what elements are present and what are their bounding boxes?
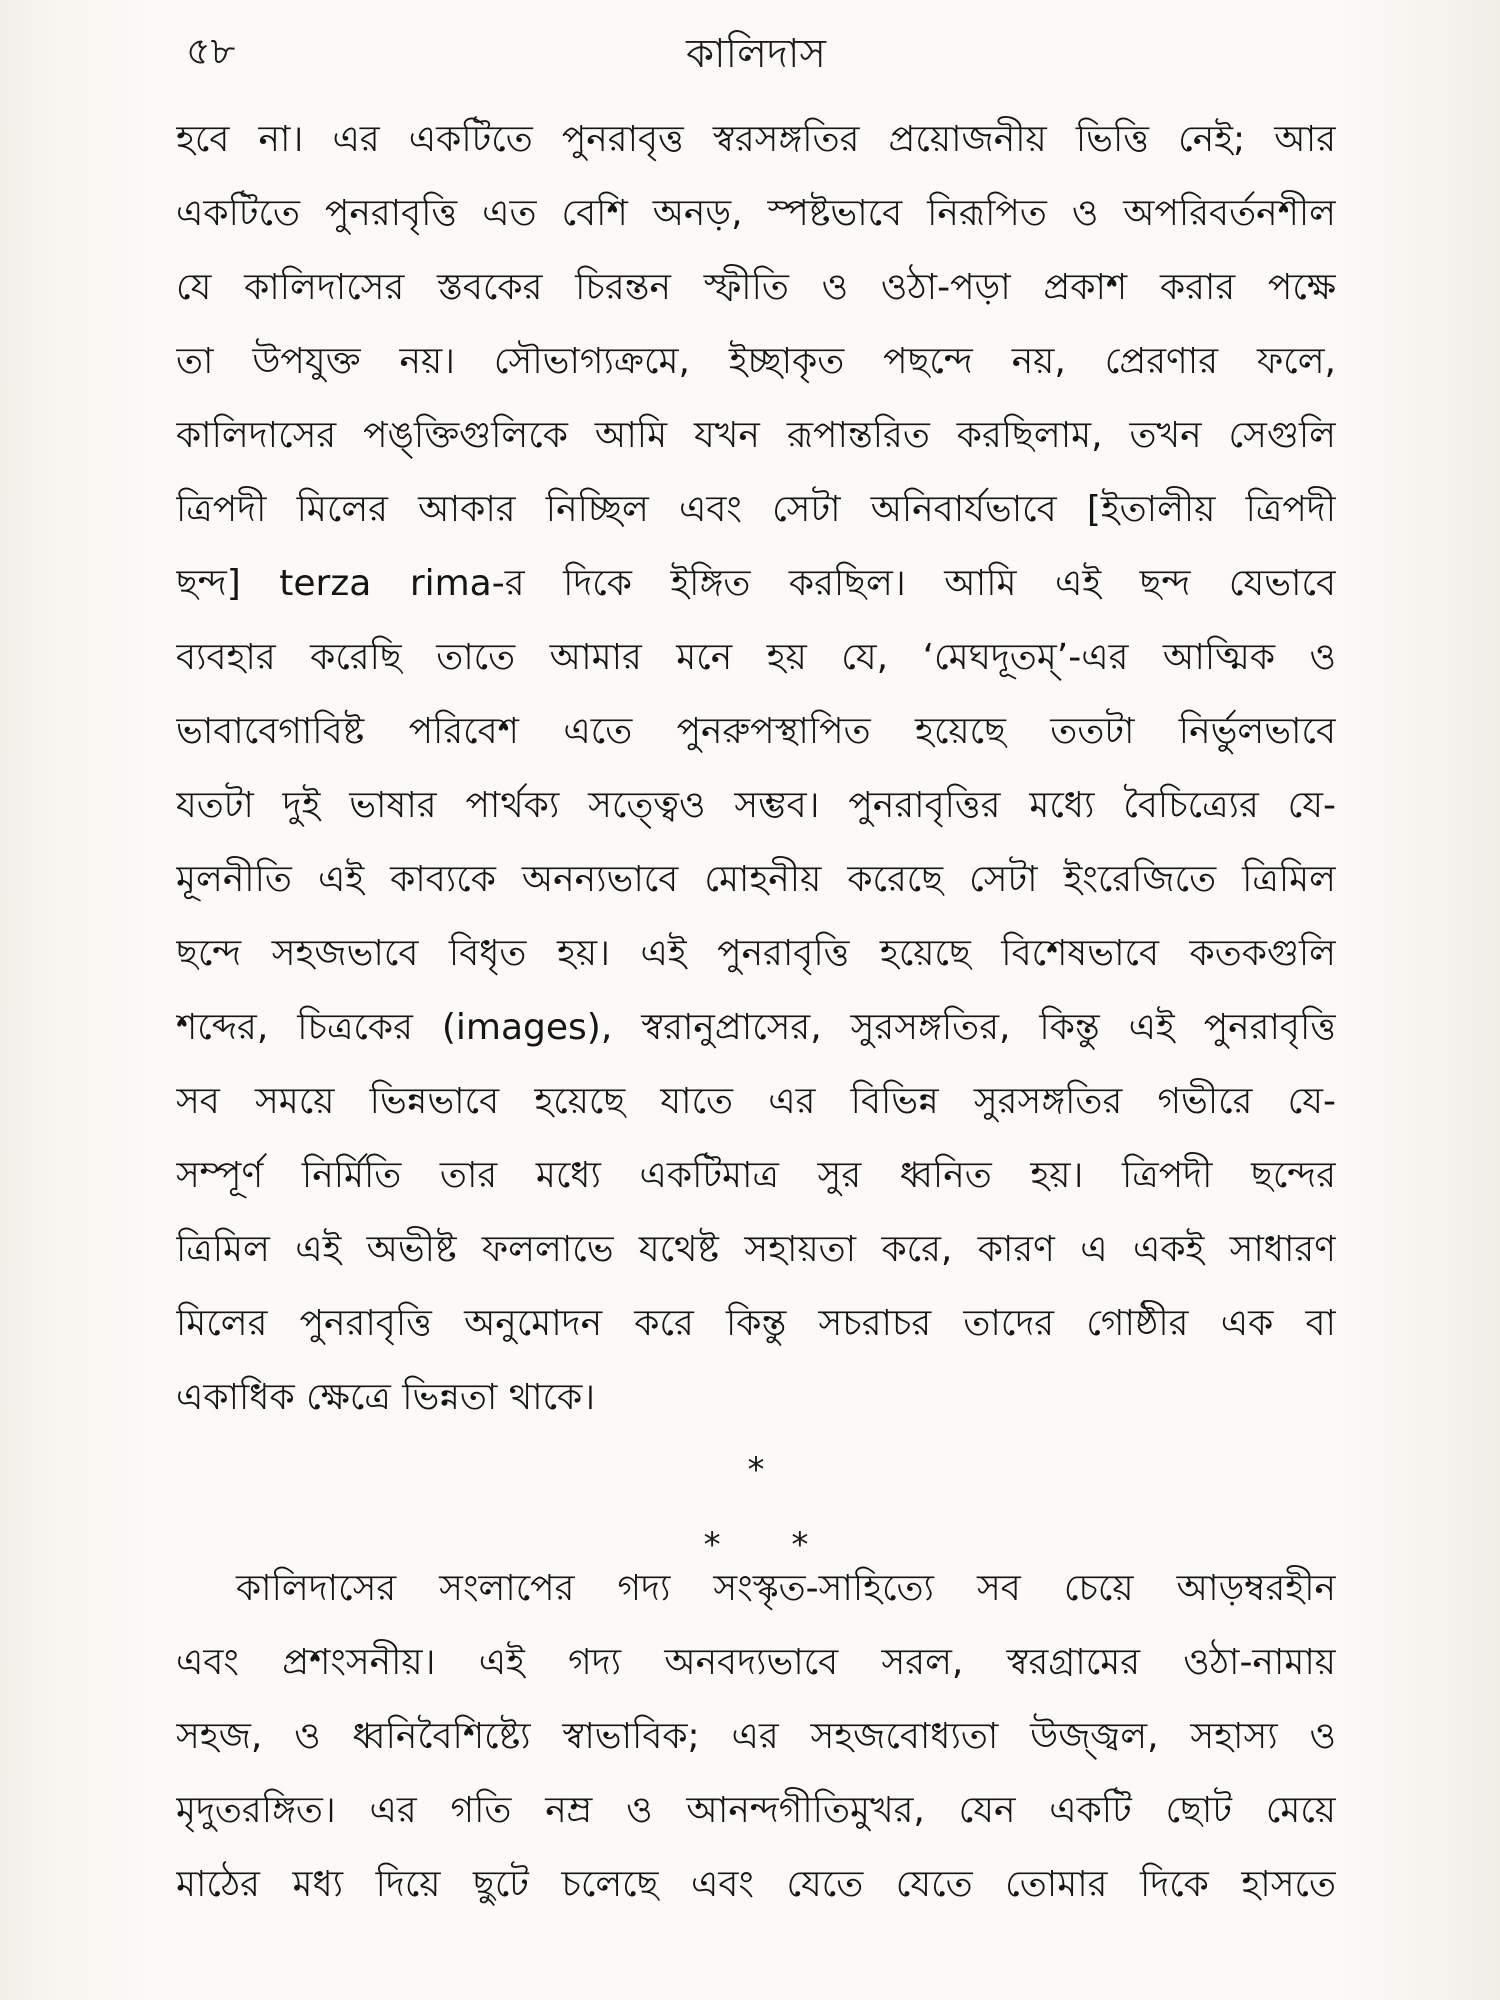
text-line: একটিতে পুনরাবৃত্তি এত বেশি অনড়, স্পষ্টভাবে নিরূপিত ও অপরিবর্তনশীল bbox=[176, 193, 1336, 234]
text-line: ছন্দে সহজভাবে বিধৃত হয়। এই পুনরাবৃত্তি হয়েছে বিশেষভাবে কতকগুলি bbox=[176, 933, 1336, 974]
text-line-last: একাধিক ক্ষেত্রে ভিন্নতা থাকে। bbox=[176, 1377, 596, 1418]
text-line: হবে না। এর একটিতে পুনরাবৃত্ত স্বরসঙ্গতির প্রয়োজনীয় ভিত্তি নেই; আর bbox=[176, 119, 1336, 160]
page-header bbox=[176, 22, 1336, 82]
text-line: এবং প্রশংসনীয়। এই গদ্য অনবদ্যভাবে সরল, স্বরগ্রামের ওঠা-নামায় bbox=[176, 1642, 1336, 1683]
text-line: মাঠের মধ্য দিয়ে ছুটে চলেছে এবং যেতে যেতে তোমার দিকে হাসতে bbox=[176, 1864, 1336, 1905]
text-line: তা উপযুক্ত নয়। সৌভাগ্যক্রমে, ইচ্ছাকৃত পছন্দে নয়, প্রেরণার ফলে, bbox=[176, 341, 1336, 382]
text-line: ব্যবহার করেছি তাতে আমার মনে হয় যে, ‘মেঘদূতম্‌’-এর আত্মিক ও bbox=[176, 637, 1336, 678]
text-line: যতটা দুই ভাষার পার্থক্য সত্ত্বেও সম্ভব। পুনরাবৃত্তির মধ্যে বৈচিত্র্যের যে- bbox=[176, 785, 1336, 826]
page-number: ৫৮ bbox=[186, 29, 236, 73]
text-line: ভাবাবেগাবিষ্ট পরিবেশ এতে পুনরুপস্থাপিত হয়েছে ততটা নির্ভুলভাবে bbox=[176, 711, 1336, 752]
text-line: মূলনীতি এই কাব্যকে অনন্যভাবে মোহনীয় করেছে সেটা ইংরেজিতে ত্রিমিল bbox=[176, 859, 1336, 900]
section-separator-bottom: * * bbox=[703, 1525, 809, 1565]
text-line: সম্পূর্ণ নির্মিতি তার মধ্যে একটিমাত্র সুর ধ্বনিত হয়। ত্রিপদী ছন্দের bbox=[176, 1155, 1336, 1196]
paragraph-1 bbox=[176, 103, 1336, 1435]
text-line: সব সময়ে ভিন্নভাবে হয়েছে যাতে এর বিভিন্ন সুরসঙ্গতির গভীরে যে- bbox=[176, 1081, 1336, 1122]
text-line: মিলের পুনরাবৃত্তি অনুমোদন করে কিন্তু সচরাচর তাদের গোষ্ঠীর এক বা bbox=[176, 1303, 1336, 1344]
text-line: সহজ, ও ধ্বনিবৈশিষ্ট্যে স্বাভাবিক; এর সহজবোধ্যতা উজ্জ্বল, সহাস্য ও bbox=[176, 1716, 1336, 1757]
text-line: ছন্দ] terza rima-র দিকে ইঙ্গিত করছিল। আমি এই ছন্দ যেভাবে bbox=[176, 563, 1336, 604]
text-line: ত্রিপদী মিলের আকার নিচ্ছিল এবং সেটা অনিবার্যভাবে [ইতালীয় ত্রিপদী bbox=[176, 489, 1336, 530]
text-line: যে কালিদাসের স্তবকের চিরন্তন স্ফীতি ও ওঠা-পড়া প্রকাশ করার পক্ষে bbox=[176, 267, 1336, 308]
running-title: কালিদাস bbox=[686, 31, 826, 77]
section-separator-top: * bbox=[747, 1450, 765, 1490]
paragraph-2 bbox=[176, 1552, 1336, 1922]
text-line: কালিদাসের পঙ্‌ক্তিগুলিকে আমি যখন রূপান্তরিত করছিলাম, তখন সেগুলি bbox=[176, 415, 1336, 456]
text-line: কালিদাসের সংলাপের গদ্য সংস্কৃত-সাহিত্যে সব চেয়ে আড়ম্বরহীন bbox=[236, 1568, 1336, 1609]
text-line: শব্দের, চিত্রকের (images), স্বরানুপ্রাসের, সুরসঙ্গতির, কিন্তু এই পুনরাবৃত্তি bbox=[176, 1007, 1336, 1048]
text-line: ত্রিমিল এই অভীষ্ট ফললাভে যথেষ্ট সহায়তা করে, কারণ এ একই সাধারণ bbox=[176, 1229, 1336, 1270]
text-line: মৃদুতরঙ্গিত। এর গতি নম্র ও আনন্দগীতিমুখর, যেন একটি ছোট মেয়ে bbox=[176, 1790, 1336, 1831]
